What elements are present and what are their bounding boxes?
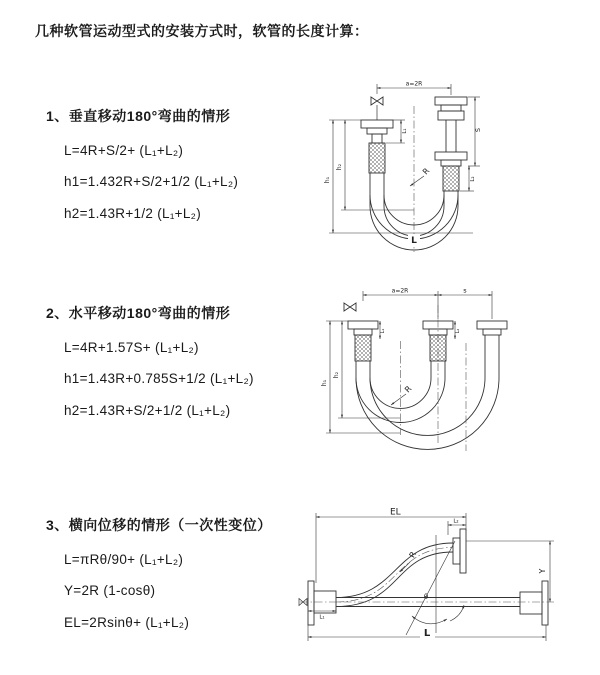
dimension-lines [308, 513, 554, 641]
flange-top-right [460, 529, 466, 573]
diagram-vertical-180-svg [313, 70, 528, 260]
diagram-horizontal-180-bend [320, 283, 535, 463]
dim-label-a2r: a=2R [405, 80, 423, 88]
hose-drawing [299, 529, 548, 625]
dim-label-h1: h₁ [321, 379, 328, 387]
section-3-heading: 3、横向位移的情形（一次性变位） [46, 517, 272, 533]
formula-length: L=πRθ/90+ (L₁+L₂) [64, 551, 184, 567]
dim-label-l2: L₂ [453, 518, 459, 525]
section-lateral-displacement [46, 515, 272, 630]
radius-label: R [420, 166, 432, 177]
formula-h1: h1=1.432R+S/2+1/2 (L₁+L₂) [64, 174, 239, 189]
formula-el: EL=2Rsinθ+ (L₁+L₂) [64, 614, 190, 630]
dim-label-l1: L₁ [380, 328, 386, 334]
dim-label-h2: h₂ [333, 371, 340, 379]
dim-label-y: Y [538, 568, 547, 574]
dim-label-s: S [474, 127, 482, 133]
formula-h2: h2=1.43R+1/2 (L₁+L₂) [64, 205, 202, 221]
radius-label: R [407, 550, 419, 560]
diagram-lateral-displacement [298, 505, 563, 660]
dim-label-l: L [423, 628, 431, 639]
section-horizontal-movement [46, 303, 254, 418]
formula-h1: h1=1.43R+0.785S+1/2 (L₁+L₂) [64, 371, 254, 386]
diagram-vertical-180-bend [313, 70, 528, 265]
flange-left [361, 120, 393, 128]
flange-bottom-right [542, 581, 548, 625]
flange-left [308, 581, 314, 625]
dim-label-l1: L₁ [319, 614, 325, 621]
valve-icon [344, 303, 356, 311]
angle-label: θ [423, 593, 429, 601]
dim-label-l2: L₂ [455, 328, 461, 334]
dimension-lines [326, 291, 492, 433]
diagram-lateral-displacement-svg [298, 505, 563, 655]
dim-label-h1: h₁ [324, 176, 331, 184]
valve-icon [371, 97, 383, 105]
dim-label-s: s [463, 286, 467, 295]
dim-label-h2: h₂ [336, 163, 343, 171]
hose-drawing [344, 303, 507, 449]
section-vertical-movement [46, 106, 238, 221]
page-title: 几种软管运动型式的安装方式时，软管的长度计算： [35, 23, 369, 39]
section-2-heading: 2、水平移动180°弯曲的情形 [46, 305, 231, 321]
braid-section [443, 166, 459, 191]
formula-length: L=4R+S/2+ (L₁+L₂) [64, 142, 184, 158]
hose-centerline [336, 548, 453, 603]
flange-left [348, 321, 378, 329]
braid-section [355, 335, 371, 361]
diagram-horizontal-180-svg [320, 283, 535, 458]
formula-y: Y=2R (1-cosθ) [64, 583, 156, 598]
flange-right-upper [435, 97, 467, 105]
braid-section [369, 143, 385, 173]
flange-right [477, 321, 507, 329]
flange-right-lower [435, 152, 467, 160]
section-1-heading: 1、垂直移动180°弯曲的情形 [46, 108, 231, 124]
dim-label-l2: L₂ [470, 176, 476, 182]
dim-label-l: L [411, 236, 417, 246]
formula-h2: h2=1.43R+S/2+1/2 (L₁+L₂) [64, 402, 231, 418]
dim-label-el: EL [390, 507, 401, 518]
dim-label-l1: L₁ [402, 128, 408, 134]
formula-length: L=4R+1.57S+ (L₁+L₂) [64, 339, 199, 355]
radius-label: R [403, 384, 414, 395]
dim-label-a2r: a=2R [391, 287, 409, 295]
